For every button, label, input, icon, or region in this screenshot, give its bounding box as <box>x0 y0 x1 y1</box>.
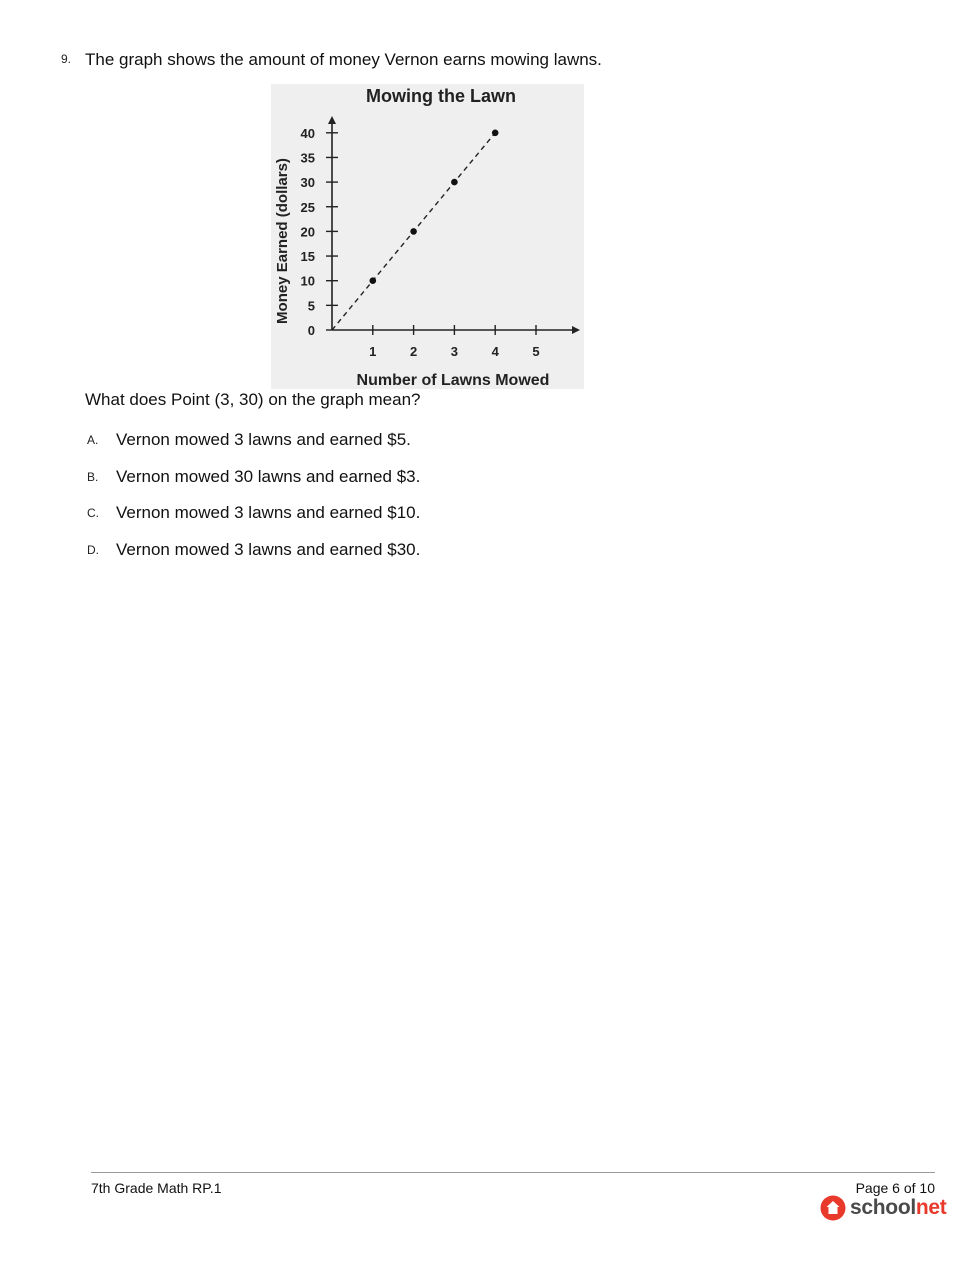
question-number: 9. <box>61 52 72 66</box>
data-point <box>370 277 377 284</box>
chart-title: Mowing the Lawn <box>366 86 516 106</box>
x-tick-label: 1 <box>369 344 377 359</box>
data-point <box>451 179 458 186</box>
x-axis-arrow <box>572 326 580 334</box>
data-point <box>410 228 417 235</box>
footer-divider <box>91 1172 935 1173</box>
y-tick-label: 30 <box>300 175 315 191</box>
y-axis-label: Money Earned (dollars) <box>274 158 291 324</box>
y-tick-label: 40 <box>300 125 315 141</box>
footer-page-number: Page 6 of 10 <box>855 1180 935 1196</box>
choice-text: Vernon mowed 30 lawns and earned $3. <box>116 467 421 486</box>
y-tick-label: 15 <box>300 249 315 265</box>
choice-letter: A. <box>87 433 99 447</box>
x-tick-label: 5 <box>532 344 540 359</box>
plot-area <box>301 116 580 359</box>
choice-letter: D. <box>87 543 99 557</box>
y-tick-label: 25 <box>300 199 315 215</box>
brand-net: net <box>915 1196 947 1219</box>
y-tick-label: 0 <box>307 323 315 338</box>
chart-svg <box>271 84 584 389</box>
brand-school: school <box>850 1196 916 1219</box>
home-icon <box>820 1195 846 1221</box>
x-tick-label: 4 <box>491 344 499 359</box>
data-point <box>492 130 499 137</box>
y-axis-arrow <box>328 116 336 124</box>
x-axis-label: Number of Lawns Mowed <box>356 372 550 389</box>
chart-mowing-the-lawn <box>271 84 584 389</box>
question-stem: The graph shows the amount of money Vernon earns mowing lawns. <box>85 50 602 69</box>
footer-course: 7th Grade Math RP.1 <box>91 1180 222 1196</box>
y-tick-label: 20 <box>300 224 315 240</box>
choice-letter: C. <box>87 506 99 520</box>
y-tick-label: 5 <box>307 298 315 314</box>
question-prompt: What does Point (3, 30) on the graph mean? <box>85 390 421 409</box>
x-tick-label: 2 <box>409 344 418 359</box>
choice-letter: B. <box>87 470 99 484</box>
y-tick-label: 10 <box>300 273 315 289</box>
schoolnet-logo <box>820 1194 947 1222</box>
choice-text: Vernon mowed 3 lawns and earned $5. <box>116 430 411 449</box>
x-tick-label: 3 <box>450 344 459 359</box>
choice-text: Vernon mowed 3 lawns and earned $30. <box>116 540 421 559</box>
choice-text: Vernon mowed 3 lawns and earned $10. <box>116 503 421 522</box>
y-tick-label: 35 <box>300 150 315 166</box>
brand-wordmark <box>850 1196 947 1220</box>
